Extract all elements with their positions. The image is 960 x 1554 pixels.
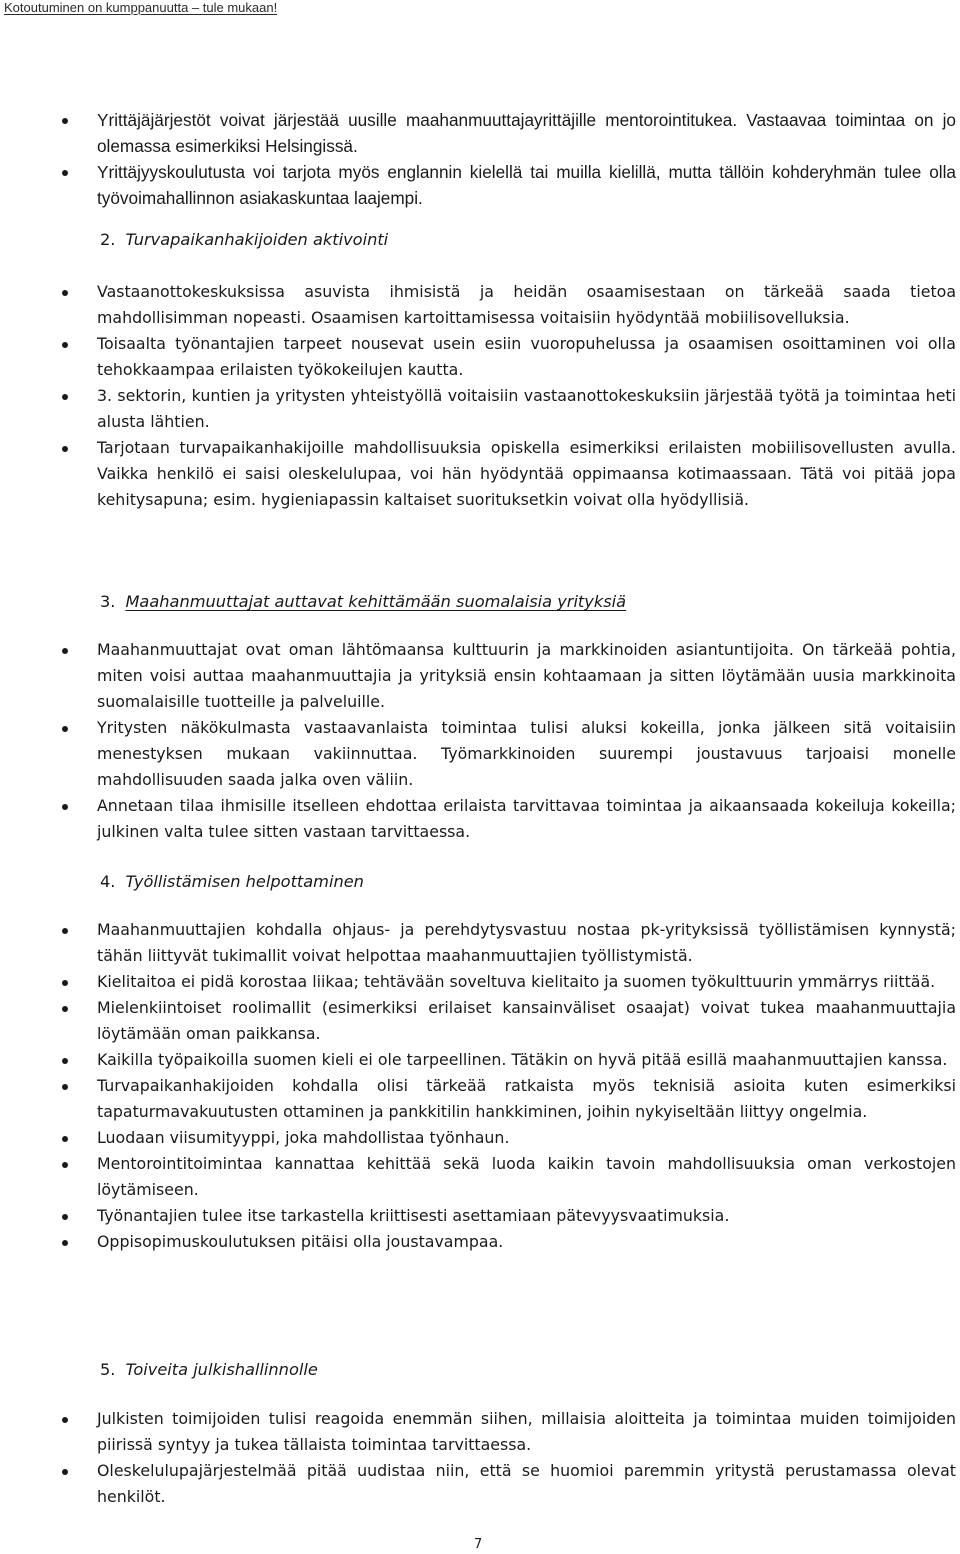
- bullet-icon: [62, 1006, 68, 1012]
- list-item: Mentorointitoimintaa kannattaa kehittää sekä luoda kaikin tavoin mahdollisuuksia oman verkostojen löytämiseen.: [0, 1151, 960, 1203]
- section-number: 3.: [100, 592, 116, 611]
- section-heading-5: [100, 1359, 318, 1381]
- bullet-icon: [62, 980, 68, 986]
- intro-bullet-list: [0, 107, 960, 211]
- section-3-bullet-list: [0, 637, 960, 845]
- section-title: Työllistämisen helpottaminen: [125, 872, 364, 891]
- list-item: Vastaanottokeskuksissa asuvista ihmisistä ja heidän osaamisestaan on tärkeää saada tietoa mahdollisimman nopeasti. Osaamisen kartoittamisessa voitaisiin hyödyntää mobiilisovelluksia.: [0, 279, 960, 331]
- bullet-icon: [62, 342, 68, 348]
- bullet-icon: [62, 1240, 68, 1246]
- list-item: Yrittäjäjärjestöt voivat järjestää uusille maahanmuuttajayrittäjille mentorointitukea. Vastaavaa toimintaa on jo olemassa esimerkiksi Helsingissä.: [0, 107, 960, 159]
- bullet-icon: [62, 1162, 68, 1168]
- bullet-icon: [62, 1417, 68, 1423]
- page-number: 7: [474, 1537, 483, 1552]
- list-item: Kaikilla työpaikoilla suomen kieli ei ole tarpeellinen. Tätäkin on hyvä pitää esillä maahanmuuttajien kanssa.: [0, 1047, 960, 1073]
- bullet-icon: [62, 648, 68, 654]
- list-item: Turvapaikanhakijoiden kohdalla olisi tärkeää ratkaista myös teknisiä asioita kuten esimerkiksi tapaturmavakuutusten ottaminen ja pankkitilin hankkiminen, joihin nykyiseltään liittyy ongelmia.: [0, 1073, 960, 1125]
- bullet-icon: [62, 726, 68, 732]
- bullet-icon: [62, 1214, 68, 1220]
- list-item: Työnantajien tulee itse tarkastella kriittisesti asettamiaan pätevyysvaatimuksia.: [0, 1203, 960, 1229]
- bullet-icon: [62, 290, 68, 296]
- list-item: Maahanmuuttajien kohdalla ohjaus- ja perehdytysvastuu nostaa pk-yrityksissä työllistämisen kynnystä; tähän liittyvät tukimallit voivat helpottaa maahanmuuttajien työllistymistä.: [0, 917, 960, 969]
- list-item: Annetaan tilaa ihmisille itselleen ehdottaa erilaista tarvittavaa toimintaa ja aikaansaada kokeiluja kokeilla; julkinen valta tulee sitten vastaan tarvittaessa.: [0, 793, 960, 845]
- bullet-icon: [62, 394, 68, 400]
- bullet-icon: [62, 1058, 68, 1064]
- list-item: Toisaalta työnantajien tarpeet nousevat usein esiin vuoropuhelussa ja osaamisen osoittaminen voi olla tehokkaampaa erilaisten työkokeilujen kautta.: [0, 331, 960, 383]
- section-number: 2.: [100, 230, 116, 249]
- section-heading-2: [100, 229, 388, 251]
- list-item: Luodaan viisumityyppi, joka mahdollistaa työnhaun.: [0, 1125, 960, 1151]
- bullet-icon: [62, 1136, 68, 1142]
- section-2-bullet-list: [0, 279, 960, 513]
- section-5-bullet-list: [0, 1406, 960, 1510]
- section-title: Toiveita julkishallinnolle: [125, 1360, 318, 1379]
- section-title: Maahanmuuttajat auttavat kehittämään suomalaisia yrityksiä: [125, 592, 627, 611]
- bullet-icon: [62, 446, 68, 452]
- list-item: Oppisopimuskoulutuksen pitäisi olla joustavampaa.: [0, 1229, 960, 1255]
- bullet-icon: [62, 1084, 68, 1090]
- section-title: Turvapaikanhakijoiden aktivointi: [125, 230, 389, 249]
- list-item: Mielenkiintoiset roolimallit (esimerkiksi erilaiset kansainväliset osaajat) voivat tukea maahanmuuttajia löytämään oman paikkansa.: [0, 995, 960, 1047]
- list-item: Oleskelulupajärjestelmää pitää uudistaa niin, että se huomioi paremmin yritystä perustamassa olevat henkilöt.: [0, 1458, 960, 1510]
- bullet-icon: [62, 170, 68, 176]
- list-item: Yritysten näkökulmasta vastaavanlaista toimintaa tulisi aluksi kokeilla, jonka jälkeen sitä voitaisiin menestyksen mukaan vakiinnuttaa. Työmarkkinoiden suurempi joustavuus tarjoaisi monelle mahdollisuuden saada jalka oven väliin.: [0, 715, 960, 793]
- running-header: Kotoutuminen on kumppanuutta – tule mukaan!: [4, 0, 278, 15]
- section-heading-4: [100, 871, 364, 893]
- list-item: Kielitaitoa ei pidä korostaa liikaa; tehtävään soveltuva kielitaito ja suomen työkulttuurin ymmärrys riittää.: [0, 969, 960, 995]
- list-item: 3. sektorin, kuntien ja yritysten yhteistyöllä voitaisiin vastaanottokeskuksiin järjestää työtä ja toimintaa heti alusta lähtien.: [0, 383, 960, 435]
- section-heading-3: [100, 591, 626, 613]
- list-item: Julkisten toimijoiden tulisi reagoida enemmän siihen, millaisia aloitteita ja toimintaa muiden toimijoiden piirissä syntyy ja tukea tällaista toimintaa tarvittaessa.: [0, 1406, 960, 1458]
- list-item: Maahanmuuttajat ovat oman lähtömaansa kulttuurin ja markkinoiden asiantuntijoita. On tärkeää pohtia, miten voisi auttaa maahanmuuttajia ja yrityksiä ensin kohtaamaan ja sitten löytämään uusia markkinoita suomalaisille tuotteille ja palveluille.: [0, 637, 960, 715]
- bullet-icon: [62, 118, 68, 124]
- bullet-icon: [62, 804, 68, 810]
- list-item: Yrittäjyyskoulutusta voi tarjota myös englannin kielellä tai muilla kielillä, mutta tällöin kohderyhmän tulee olla työvoimahallinnon asiakaskuntaa laajempi.: [0, 159, 960, 211]
- section-4-bullet-list: [0, 917, 960, 1255]
- bullet-icon: [62, 1469, 68, 1475]
- list-item: Tarjotaan turvapaikanhakijoille mahdollisuuksia opiskella esimerkiksi erilaisten mobiilisovellusten avulla. Vaikka henkilö ei saisi oleskelulupaa, voi hän hyödyntää oppimaansa kotimaassaan. Tätä voi pitää jopa kehitysapuna; esim. hygieniapassin kaltaiset suorituksetkin voivat olla hyödyllisiä.: [0, 435, 960, 513]
- section-number: 4.: [100, 872, 116, 891]
- bullet-icon: [62, 928, 68, 934]
- section-number: 5.: [100, 1360, 116, 1379]
